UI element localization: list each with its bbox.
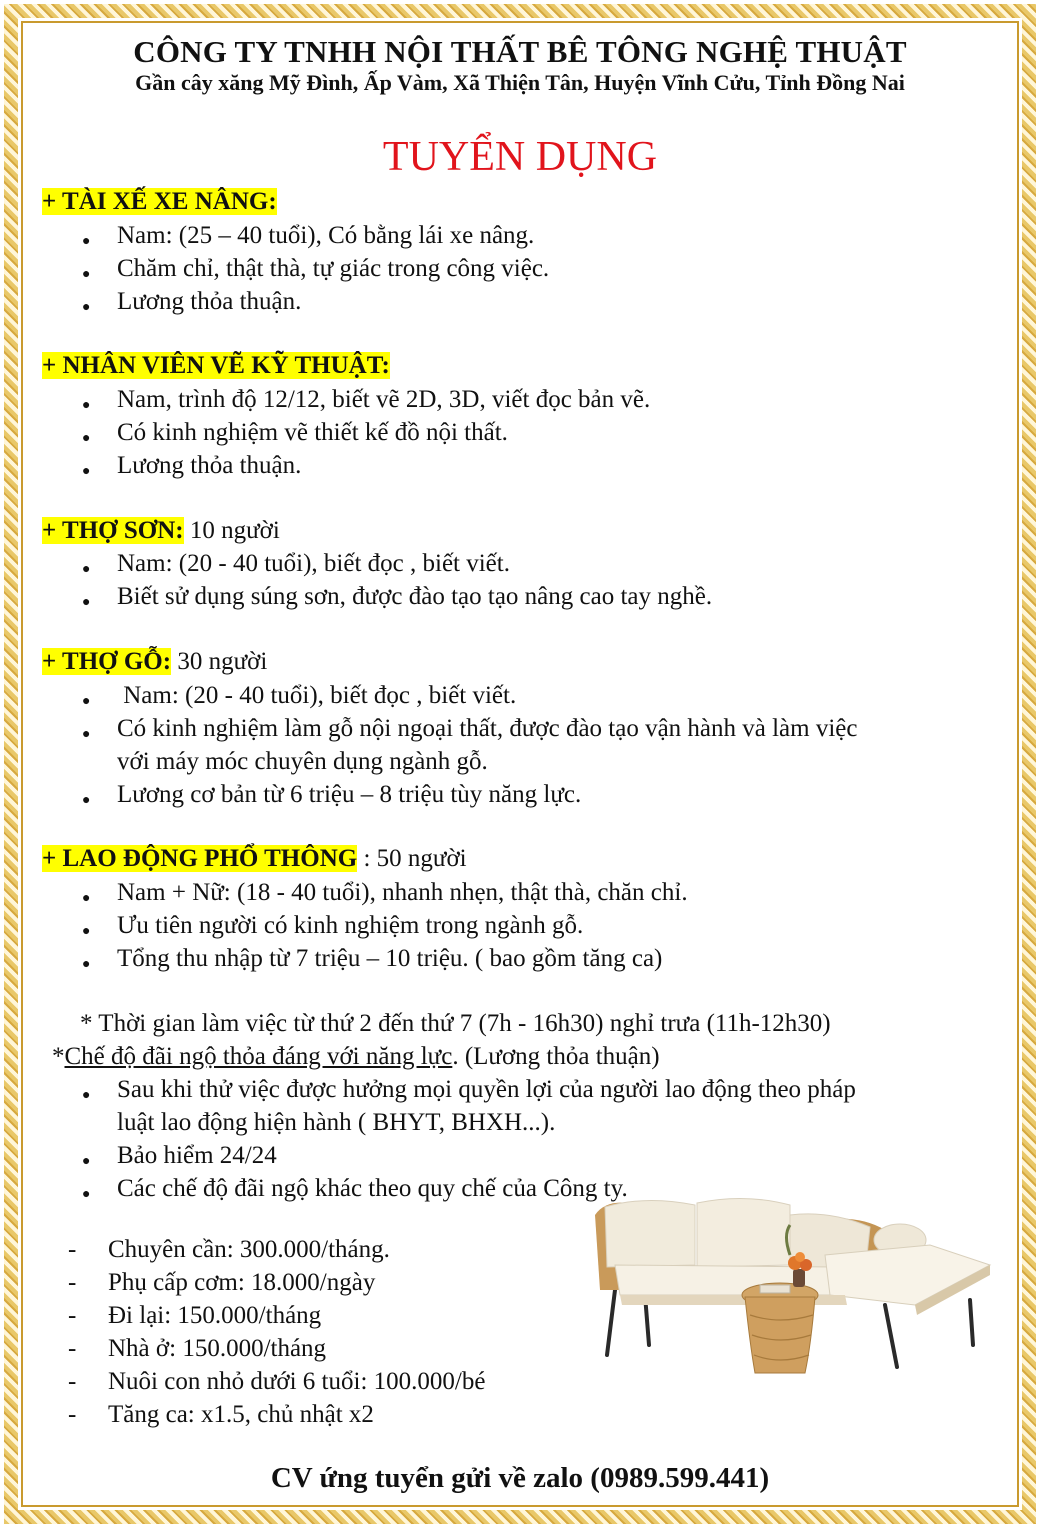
bullet-icon: ● xyxy=(82,1154,91,1169)
page-title: TUYỂN DỤNG xyxy=(382,134,658,180)
bullet-icon: ● xyxy=(82,267,91,282)
list-item: Lương cơ bản từ 6 triệu – 8 triệu tùy năng lực. xyxy=(117,781,582,808)
dash-marker: - xyxy=(68,1269,77,1296)
allowance-item: Nhà ở: 150.000/tháng xyxy=(108,1335,327,1362)
list-item-continued: với máy móc chuyên dụng ngành gỗ. xyxy=(117,748,488,775)
dash-marker: - xyxy=(68,1302,77,1329)
section-general-labor: + LAO ĐỘNG PHỔ THÔNG : 50 người xyxy=(42,845,467,872)
list-item: Có kinh nghiệm vẽ thiết kế đồ nội thất. xyxy=(117,419,508,446)
section-heading: + TÀI XẾ XE NÂNG: xyxy=(42,188,277,215)
allowance-item: Phụ cấp cơm: 18.000/ngày xyxy=(108,1269,376,1296)
list-item: Nam: (20 - 40 tuổi), biết đọc , biết viết. xyxy=(117,682,517,709)
bullet-icon: ● xyxy=(82,793,91,808)
bullet-icon: ● xyxy=(82,398,91,413)
company-name: CÔNG TY TNHH NỘI THẤT BÊ TÔNG NGHỆ THUẬT xyxy=(133,34,907,69)
company-address: Gần cây xăng Mỹ Đình, Ấp Vàm, Xã Thiện Tân, Huyện Vĩnh Cửu, Tỉnh Đồng Nai xyxy=(135,70,905,95)
list-item: Bảo hiểm 24/24 xyxy=(117,1142,277,1169)
list-item: Nam, trình độ 12/12, biết vẽ 2D, 3D, viết đọc bản vẽ. xyxy=(117,386,651,413)
bullet-icon: ● xyxy=(82,300,91,315)
allowance-item: Nuôi con nhỏ dưới 6 tuổi: 100.000/bé xyxy=(108,1368,486,1395)
list-item: Các chế độ đãi ngộ khác theo quy chế của Công ty. xyxy=(117,1175,628,1202)
bullet-icon: ● xyxy=(82,431,91,446)
list-item: Nam + Nữ: (18 - 40 tuổi), nhanh nhẹn, thật thà, chăn chỉ. xyxy=(117,879,688,906)
benefits-heading: *Chế độ đãi ngộ thỏa đáng với năng lực. (Lương thỏa thuận) xyxy=(52,1043,660,1070)
section-forklift-driver xyxy=(42,188,277,216)
section-heading: + NHÂN VIÊN VẼ KỸ THUẬT: xyxy=(42,352,390,379)
list-item: Có kinh nghiệm làm gỗ nội ngoại thất, được đào tạo vận hành và làm việc xyxy=(117,715,858,742)
bullet-icon: ● xyxy=(82,464,91,479)
bullet-icon: ● xyxy=(82,891,91,906)
bullet-icon: ● xyxy=(82,924,91,939)
list-item: Chăm chỉ, thật thà, tự giác trong công việc. xyxy=(117,255,550,282)
list-item: Sau khi thử việc được hưởng mọi quyền lợi của người lao động theo pháp xyxy=(117,1076,856,1103)
section-painter: + THỢ SƠN: 10 người xyxy=(42,517,280,544)
dash-marker: - xyxy=(68,1368,77,1395)
bullet-icon: ● xyxy=(82,694,91,709)
list-item: Tổng thu nhập từ 7 triệu – 10 triệu. ( bao gồm tăng ca) xyxy=(117,945,663,972)
list-item: Nam: (25 – 40 tuổi), Có bằng lái xe nâng. xyxy=(117,222,535,249)
bullet-icon: ● xyxy=(82,957,91,972)
bullet-icon: ● xyxy=(82,595,91,610)
bullet-icon: ● xyxy=(82,727,91,742)
list-item: Lương thỏa thuận. xyxy=(117,452,302,479)
allowance-item: Chuyên cần: 300.000/tháng. xyxy=(108,1236,390,1263)
allowance-item: Đi lại: 150.000/tháng xyxy=(108,1302,322,1329)
allowance-item: Tăng ca: x1.5, chủ nhật x2 xyxy=(108,1401,374,1428)
dash-marker: - xyxy=(68,1401,77,1428)
section-heading: + THỢ SƠN: xyxy=(42,517,184,544)
bullet-icon: ● xyxy=(82,1187,91,1202)
bullet-icon: ● xyxy=(82,234,91,249)
section-heading: + LAO ĐỘNG PHỔ THÔNG xyxy=(42,845,358,872)
section-carpenter: + THỢ GỖ: 30 người xyxy=(42,648,268,675)
bullet-icon: ● xyxy=(82,562,91,577)
list-item-continued: luật lao động hiện hành ( BHYT, BHXH...). xyxy=(117,1109,556,1136)
work-time: * Thời gian làm việc từ thứ 2 đến thứ 7 (7h - 16h30) nghỉ trưa (11h-12h30) xyxy=(80,1010,831,1037)
bullet-icon: ● xyxy=(82,1088,91,1103)
list-item: Ưu tiên người có kinh nghiệm trong ngành gỗ. xyxy=(117,912,584,939)
list-item: Biết sử dụng súng sơn, được đào tạo tạo nâng cao tay nghề. xyxy=(117,583,713,610)
section-technical-drafter xyxy=(42,352,390,380)
list-item: Lương thỏa thuận. xyxy=(117,288,302,315)
section-heading: + THỢ GỖ: xyxy=(42,648,172,675)
contact-footer: CV ứng tuyển gửi về zalo (0989.599.441) xyxy=(270,1462,770,1494)
dash-marker: - xyxy=(68,1335,77,1362)
sofa-illustration xyxy=(585,1195,995,1385)
dash-marker: - xyxy=(68,1236,77,1263)
list-item: Nam: (20 - 40 tuổi), biết đọc , biết viết. xyxy=(117,550,510,577)
